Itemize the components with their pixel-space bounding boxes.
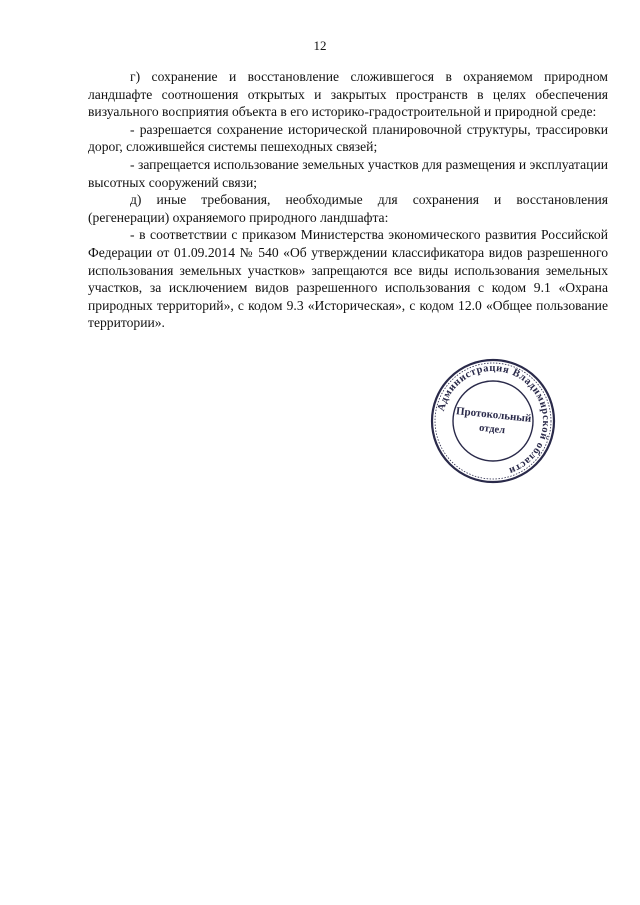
stamp-center-line1: Протокольный [455, 405, 532, 425]
paragraph-d-order: - в соответствии с приказом Министерства экономического развития Российской Федерации от 01.09.2014 № 540 «Об утверждении классификатора видов разрешенного использования земельных участков» запрещаются все виды использования земельных участков, за исключением видов разрешенного использования с кодом 9.1 «Охрана природных территорий», с кодом 9.3 «Историческая», с кодом 12.0 «Общее пользование территории». [88, 227, 608, 331]
stamp-center-line2: отдел [478, 422, 506, 437]
paragraph-g: г) сохранение и восстановление сложившегося в охраняемом природном ландшафте соотношения открытых и закрытых пространств в целях обеспечения визуального восприятия объекта в его историко-градостроительной и природной среде: [88, 69, 608, 120]
paragraph-g-forbidden: - запрещается использование земельных участков для размещения и эксплуатации высотных сооружений связи; [88, 156, 608, 190]
paragraph-g-allowed: - разрешается сохранение исторической планировочной структуры, трассировки дорог, сложившейся системы пешеходных связей; [88, 121, 608, 155]
official-stamp [430, 358, 556, 484]
stamp-outer-ring [432, 360, 554, 482]
stamp-graphic [430, 358, 556, 484]
stamp-outer-text: Администрация Владимирской области [436, 362, 552, 477]
document-body [88, 68, 608, 332]
page-number: 12 [313, 38, 327, 53]
paragraph-d: д) иные требования, необходимые для сохранения и восстановления (регенерации) охраняемого природного ландшафта: [88, 192, 608, 225]
